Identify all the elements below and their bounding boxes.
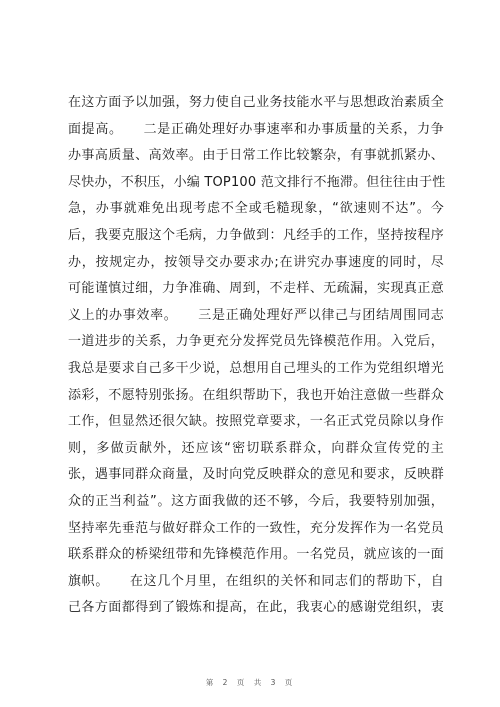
text-line: 张，遇事同群众商量，及时向党反映群众的意见和要求，反映群 bbox=[68, 467, 444, 483]
text-line: 急，办事就难免出现考虑不全或毛糙现象，“欲速则不达”。今 bbox=[68, 201, 444, 217]
text-line: 后，我要克服这个毛病，力争做到：凡经手的工作，坚持按程序 bbox=[68, 227, 444, 243]
text-line: 联系群众的桥梁纽带和先锋模范作用。一名党员，就应该的一面 bbox=[68, 547, 444, 563]
text-line: 添彩，不愿特别张扬。在组织帮助下，我也开始注意做一些群众 bbox=[68, 387, 444, 403]
text-line: 众的正当利益”。这方面我做的还不够，今后，我要特别加强， bbox=[68, 493, 444, 509]
text-line: 办，按规定办，按领导交办要求办;在讲究办事速度的同时，尽 bbox=[68, 254, 444, 270]
text-line: 旗帜。 在这几个月里，在组织的关怀和同志们的帮助下，自 bbox=[68, 573, 444, 589]
text-line: 办事高质量、高效率。由于日常工作比较繁杂，有事就抓紧办、 bbox=[68, 148, 444, 164]
text-line: 尽快办，不积压，小编 TOP100 范文排行不拖滞。但往往由于性 bbox=[68, 174, 446, 190]
text-line: 面提高。 二是正确处理好办事速率和办事质量的关系，力争 bbox=[68, 121, 444, 137]
text-line: 工作，但显然还很欠缺。按照党章要求，一名正式党员除以身作 bbox=[68, 414, 444, 430]
page-number-label: 第 2 页 共 3 页 bbox=[205, 678, 295, 687]
text-line: 义上的办事效率。 三是正确处理好严以律己与团结周围同志 bbox=[68, 307, 444, 323]
text-line: 可能谨慎过细，力争准确、周到，不走样、无疏漏，实现真正意 bbox=[68, 281, 444, 297]
body-text bbox=[68, 90, 444, 622]
text-line: 在这方面予以加强，努力使自己业务技能水平与思想政治素质全 bbox=[68, 95, 444, 110]
text-line: 一道进步的关系，力争更充分发挥党员先锋模范作用。入党后， bbox=[68, 334, 444, 350]
text-line: 则，多做贡献外，还应该“密切联系群众，向群众宣传党的主 bbox=[68, 440, 444, 456]
text-line: 坚持率先垂范与做好群众工作的一致性，充分发挥作为一名党员 bbox=[68, 520, 444, 536]
text-line: 我总是要求自己多干少说，总想用自己埋头的工作为党组织增光 bbox=[68, 360, 444, 376]
page-footer bbox=[0, 677, 500, 688]
text-line: 己各方面都得到了锻炼和提高，在此，我衷心的感谢党组织，衷 bbox=[68, 600, 444, 616]
